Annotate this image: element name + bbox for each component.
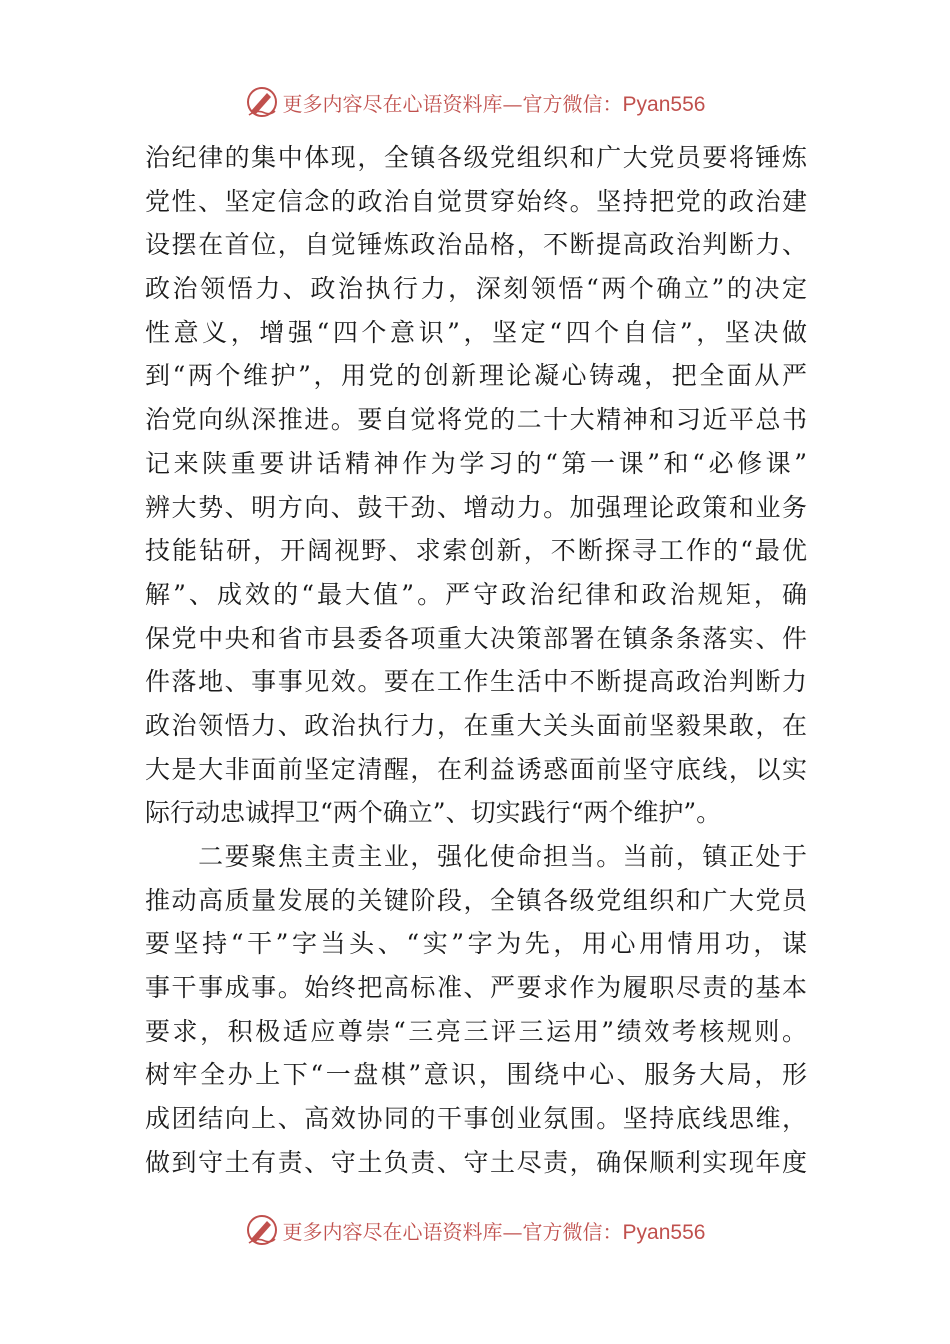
body-line: 大是大非面前坚定清醒，在利益诱惑面前坚守底线，以实: [145, 754, 807, 784]
body-line: 成团结向上、高效协同的干事创业氛围。坚持底线思维，: [145, 1104, 807, 1134]
footer-wechat-handle: Pyan556: [622, 1220, 706, 1244]
document-body: [145, 136, 807, 1185]
body-line: 件落地、事事见效。要在工作生活中不断提高政治判断力: [145, 667, 807, 697]
body-line: 记来陕重要讲话精神作为学习的“第一课”和“必修课”: [145, 448, 807, 478]
body-line: 保党中央和省市县委各项重大决策部署在镇条条落实、件: [145, 623, 807, 653]
body-line: 党性、坚定信念的政治自觉贯穿始终。坚持把党的政治建: [145, 186, 807, 216]
body-line: 技能钻研，开阔视野、求索创新，不断探寻工作的“最优: [145, 536, 807, 566]
body-line: 要求，积极适应尊崇“三亮三评三运用”绩效考核规则。: [145, 1016, 807, 1046]
header-banner: [0, 82, 950, 122]
footer-banner-text: 更多内容尽在心语资料库—官方微信：Pyan556: [282, 1219, 706, 1244]
footer-banner: [0, 1210, 950, 1250]
body-line: 要坚持“干”字当头、“实”字为先，用心用情用功，谋: [145, 929, 807, 959]
body-line: 到“两个维护”，用党的创新理论凝心铸魂，把全面从严: [145, 361, 807, 391]
body-line: 性意义，增强“四个意识”，坚定“四个自信”，坚决做: [145, 317, 807, 347]
body-line: 设摆在首位，自觉锤炼政治品格，不断提高政治判断力、: [145, 230, 807, 260]
header-wechat-handle: Pyan556: [622, 92, 706, 116]
pen-logo-icon: [245, 85, 279, 119]
body-line: 事干事成事。始终把高标准、严要求作为履职尽责的基本: [145, 973, 807, 1003]
body-line: 辨大势、明方向、鼓干劲、增动力。加强理论政策和业务: [145, 492, 807, 522]
body-line: 做到守土有责、守土负责、守土尽责，确保顺利实现年度: [145, 1147, 807, 1177]
body-line: 解”、成效的“最大值”。严守政治纪律和政治规矩，确: [145, 579, 807, 609]
body-line: 二要聚焦主责主业，强化使命担当。当前，镇正处于: [145, 842, 807, 871]
body-line: 政治领悟力、政治执行力，深刻领悟“两个确立”的决定: [145, 274, 807, 304]
body-line: 治纪律的集中体现，全镇各级党组织和广大党员要将锤炼: [145, 143, 807, 172]
pen-logo-icon: [245, 1213, 279, 1247]
body-line: 推动高质量发展的关键阶段，全镇各级党组织和广大党员: [145, 885, 807, 915]
body-line: 树牢全办上下“一盘棋”意识，围绕中心、服务大局，形: [145, 1060, 807, 1090]
header-banner-text: 更多内容尽在心语资料库—官方微信：Pyan556: [282, 91, 706, 116]
body-line: 际行动忠诚捍卫“两个确立”、切实践行“两个维护”。: [145, 798, 722, 828]
body-line: 治党向纵深推进。要自觉将党的二十大精神和习近平总书: [145, 405, 807, 435]
body-line: 政治领悟力、政治执行力，在重大关头面前坚毅果敢，在: [145, 710, 807, 740]
